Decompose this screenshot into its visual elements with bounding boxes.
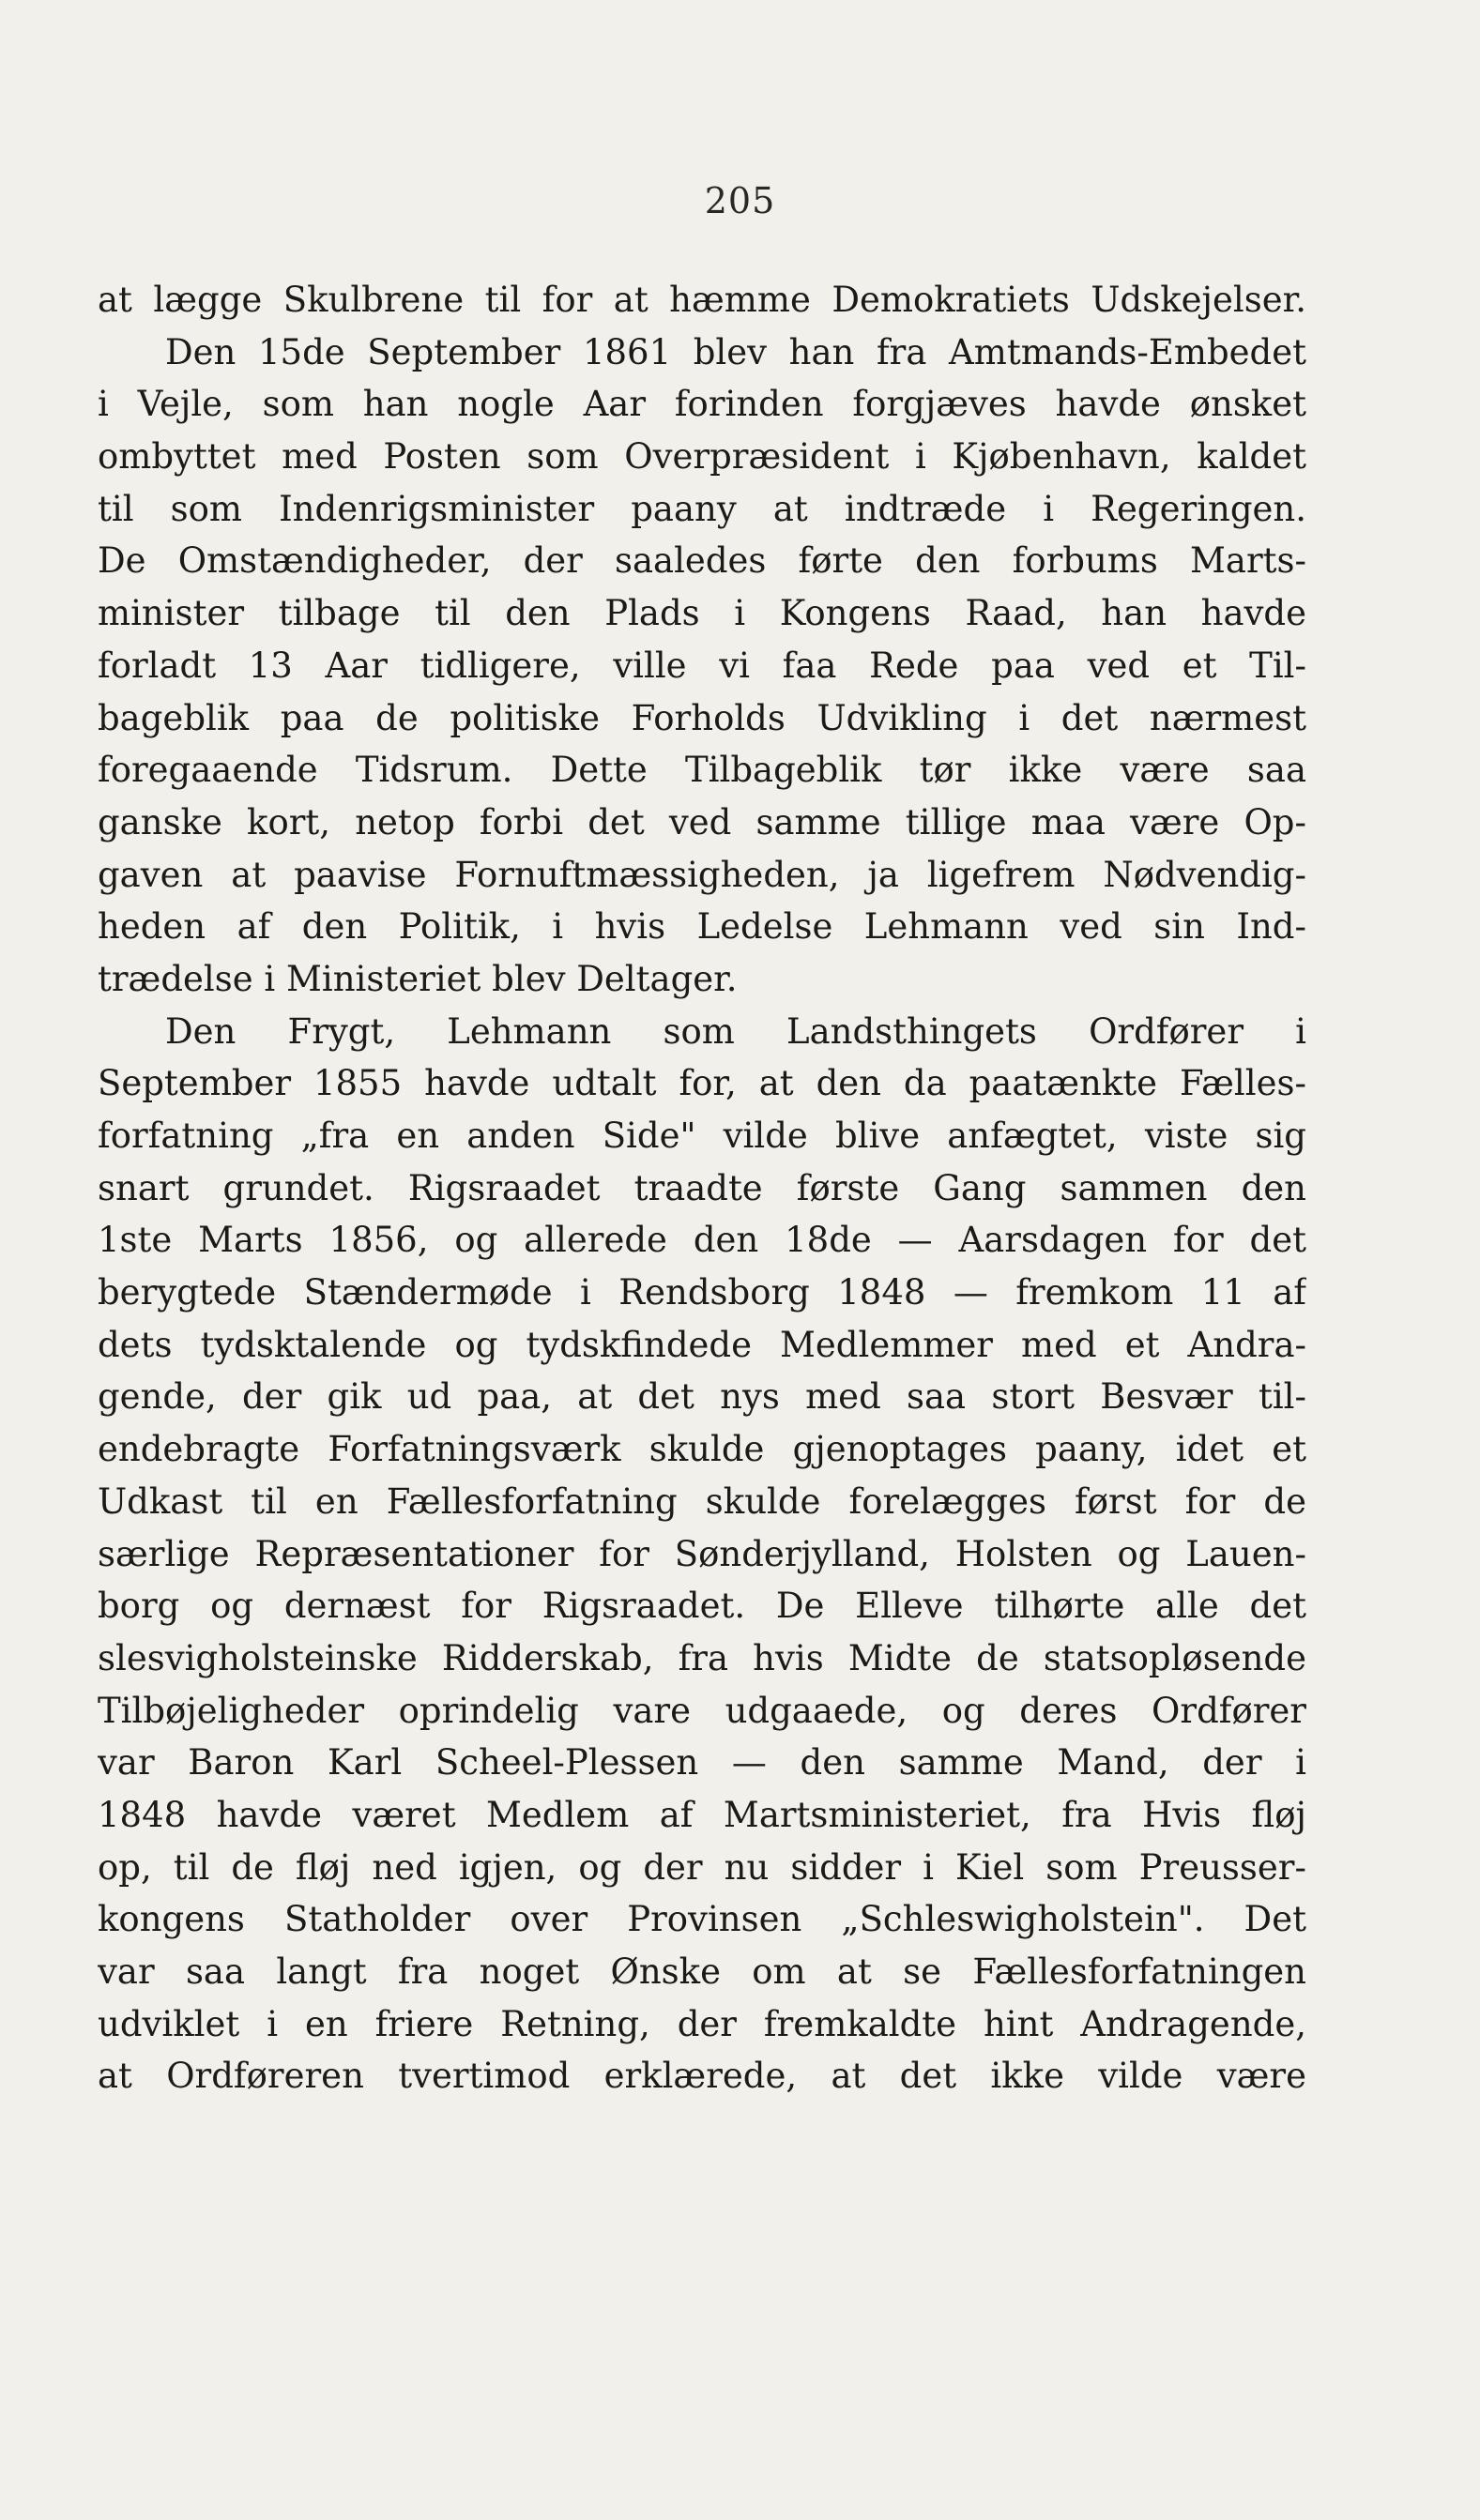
text-line: ombyttet med Posten som Overpræsident i Kjøbenhavn, kaldet <box>98 436 1306 478</box>
text-line: 1ste Marts 1856, og allerede den 18de — Aarsdagen for det <box>98 1220 1306 1261</box>
text-line: i Vejle, som han nogle Aar forinden forgjæves havde ønsket <box>98 384 1306 425</box>
body-text <box>98 274 1306 2103</box>
text-line: 1848 havde været Medlem af Martsministeriet, fra Hvis fløj <box>98 1794 1306 1835</box>
text-line: gende, der gik ud paa, at det nys med saa stort Besvær til- <box>98 1376 1306 1418</box>
text-line: bageblik paa de politiske Forholds Udvikling i det nærmest <box>98 697 1306 738</box>
text-line: trædelse i Ministeriet blev Deltager. <box>98 958 738 999</box>
text-line: foregaaende Tidsrum. Dette Tilbageblik tør ikke være saa <box>98 750 1306 791</box>
text-line: borg og dernæst for Rigsraadet. De Elleve tilhørte alle det <box>98 1586 1306 1627</box>
text-line: De Omstændigheder, der saaledes førte den forbums Marts- <box>98 540 1306 582</box>
text-line: at Ordføreren tvertimod erklærede, at det ikke vilde være <box>98 2056 1306 2097</box>
text-line: Den 15de September 1861 blev han fra Amtmands-Embedet <box>165 331 1306 372</box>
text-line: September 1855 havde udtalt for, at den da paatænkte Fælles- <box>98 1063 1306 1104</box>
text-line: var Baron Karl Scheel-Plessen — den samme Mand, der i <box>98 1742 1306 1784</box>
text-line: heden af den Politik, i hvis Ledelse Lehmann ved sin Ind- <box>98 906 1306 948</box>
text-line: at lægge Skulbrene til for at hæmme Demokratiets Udskejelser. <box>98 280 1306 320</box>
text-line: slesvigholsteinske Ridderskab, fra hvis Midte de statsopløsende <box>98 1637 1306 1678</box>
text-line: dets tydsktalende og tydskfindede Medlemmer med et Andra- <box>98 1324 1306 1365</box>
text-line: gaven at paavise Fornuftmæssigheden, ja ligefrem Nødvendig- <box>98 854 1306 895</box>
text-line: forfatning „fra en anden Side" vilde blive anfægtet, viste sig <box>98 1116 1306 1156</box>
text-line: berygtede Stændermøde i Rendsborg 1848 — fremkom 11 af <box>98 1272 1306 1313</box>
text-line: Den Frygt, Lehmann som Landsthingets Ordfører i <box>165 1010 1306 1052</box>
text-line: Tilbøjeligheder oprindelig vare udgaaede, og deres Ordfører <box>98 1690 1306 1731</box>
text-line: op, til de fløj ned igjen, og der nu sidder i Kiel som Preusser- <box>98 1846 1306 1888</box>
text-line: forladt 13 Aar tidligere, ville vi faa Rede paa ved et Til- <box>98 645 1306 686</box>
text-line: til som Indenrigsminister paany at indtræde i Regeringen. <box>98 488 1306 529</box>
text-line: minister tilbage til den Plads i Kongens Raad, han havde <box>98 593 1306 634</box>
text-line: udviklet i en friere Retning, der fremkaldte hint Andragende, <box>98 2003 1306 2044</box>
page-number: 205 <box>704 180 776 221</box>
text-line: kongens Statholder over Provinsen „Schleswigholstein". Det <box>98 1899 1306 1940</box>
text-line: ganske kort, netop forbi det ved samme tillige maa være Op- <box>98 801 1306 843</box>
text-line: var saa langt fra noget Ønske om at se Fællesforfatningen <box>98 1951 1306 1992</box>
text-line: Udkast til en Fællesforfatning skulde forelægges først for de <box>98 1480 1306 1522</box>
text-line: særlige Repræsentationer for Sønderjylland, Holsten og Lauen- <box>98 1533 1306 1574</box>
text-line: snart grundet. Rigsraadet traadte første Gang sammen den <box>98 1167 1306 1208</box>
text-line: endebragte Forfatningsværk skulde gjenoptages paany, idet et <box>98 1429 1306 1470</box>
